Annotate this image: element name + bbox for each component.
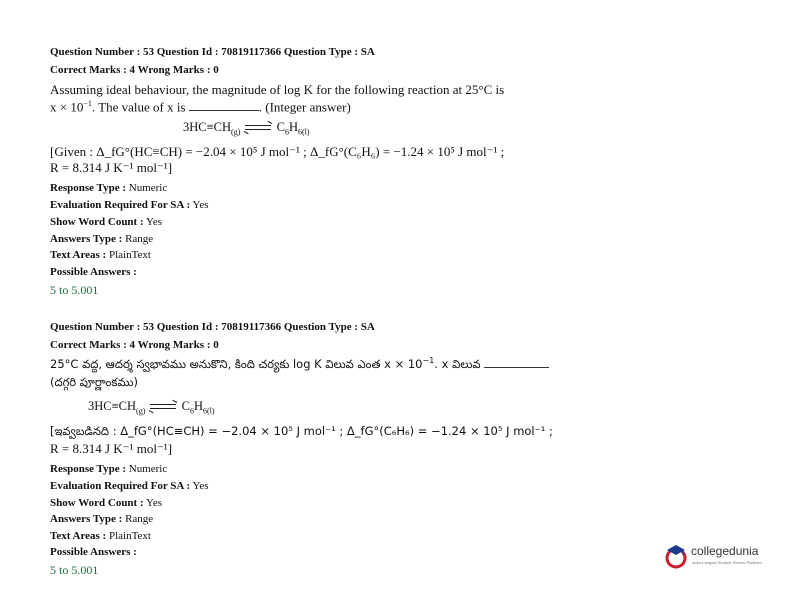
given-data-line: [ఇవ్వబడినది : Δ_fG°(HC≡CH) = −2.04 × 10⁵ J mol⁻¹ ; Δ_fG°(C₆H₆) = −1.24 × 10⁵ J mol⁻¹ ; — [50, 424, 553, 438]
text-fragment: 25°C వద్ద, ఆదర్శ స్వభావము అనుకొని, కింది చర్యకు log K విలువ ఎంత x × 10 — [50, 356, 423, 371]
meta-row — [50, 216, 162, 228]
meta-row — [50, 182, 167, 194]
meta-key: Possible Answers : — [50, 546, 137, 558]
possible-answer: 5 to 5.001 — [50, 283, 99, 297]
possible-answer: 5 to 5.001 — [50, 563, 99, 577]
graduation-cap-icon — [664, 543, 688, 569]
meta-value: Yes — [192, 199, 209, 211]
subscript: 6 — [284, 127, 289, 137]
question-block-1 — [50, 46, 750, 306]
meta-value: Yes — [192, 480, 209, 492]
meta-row — [50, 480, 209, 492]
meta-key: Show Word Count : — [50, 497, 144, 509]
meta-value: Numeric — [128, 463, 168, 475]
marks-line: Correct Marks : 4 Wrong Marks : 0 — [50, 339, 219, 351]
collegedunia-logo — [664, 541, 764, 575]
subscript: 6 — [189, 406, 194, 416]
state-subscript: 6(l) — [297, 127, 310, 137]
product: H — [288, 120, 298, 134]
meta-value: Yes — [145, 216, 162, 228]
question-text-line — [50, 356, 549, 374]
state-subscript: (g) — [231, 127, 241, 137]
exponent: −1 — [422, 356, 435, 365]
meta-value: Range — [125, 233, 154, 245]
meta-value: Range — [125, 513, 154, 525]
given-data-line: R = 8.314 J K⁻¹ mol⁻¹] — [50, 160, 173, 175]
meta-row — [50, 266, 137, 278]
question-text-line — [50, 99, 351, 115]
question-header: Question Number : 53 Question Id : 70819117366 Question Type : SA — [50, 46, 375, 58]
meta-key: Answers Type : — [50, 233, 123, 245]
meta-value: Numeric — [128, 182, 168, 194]
meta-key: Text Areas : — [50, 530, 107, 542]
meta-key: Evaluation Required For SA : — [50, 480, 191, 492]
meta-row — [50, 546, 137, 558]
meta-row — [50, 249, 151, 261]
reactant: 3HC≡CH — [88, 399, 137, 413]
question-header: Question Number : 53 Question Id : 70819117366 Question Type : SA — [50, 321, 375, 333]
given-data-line: [Given : Δ_fG°(HC≡CH) = −2.04 × 10⁵ J mol⁻¹ ; Δ_fG°(C₆H₆) = −1.24 × 10⁵ J mol⁻¹ ; — [50, 144, 505, 159]
meta-key: Response Type : — [50, 182, 126, 194]
state-subscript: 6(l) — [202, 406, 215, 416]
meta-key: Response Type : — [50, 463, 126, 475]
meta-row — [50, 497, 162, 509]
meta-row — [50, 199, 209, 211]
equilibrium-arrow-icon — [243, 123, 273, 133]
answer-blank — [189, 100, 259, 111]
given-data-line: R = 8.314 J K⁻¹ mol⁻¹] — [50, 441, 173, 456]
product: C — [276, 120, 285, 134]
meta-key: Text Areas : — [50, 249, 107, 261]
meta-key: Evaluation Required For SA : — [50, 199, 191, 211]
state-subscript: (g) — [136, 406, 146, 416]
product: C — [181, 399, 190, 413]
question-block-2 — [50, 321, 750, 591]
meta-row — [50, 463, 167, 475]
answer-blank — [484, 357, 549, 368]
equilibrium-arrow-icon — [148, 402, 178, 412]
exponent: −1 — [83, 99, 92, 108]
meta-key: Possible Answers : — [50, 266, 137, 278]
text-fragment: . (Integer answer) — [258, 99, 351, 115]
text-fragment: . x విలువ — [434, 356, 481, 371]
text-fragment: . The value of x is — [91, 99, 186, 115]
question-text-line: (దగ్గరి పూర్ణాంకము) — [50, 375, 138, 389]
question-text-line: Assuming ideal behaviour, the magnitude of log K for the following reaction at 25°C is — [50, 82, 505, 97]
logo-tagline: India's largest Student Review Platform — [692, 560, 762, 565]
meta-row — [50, 530, 151, 542]
reaction-equation — [88, 399, 215, 416]
logo-name: collegedunia — [691, 544, 759, 558]
product: H — [193, 399, 203, 413]
meta-value: PlainText — [108, 249, 151, 261]
meta-key: Answers Type : — [50, 513, 123, 525]
meta-key: Show Word Count : — [50, 216, 144, 228]
meta-row — [50, 513, 153, 525]
reactant: 3HC≡CH — [183, 120, 232, 134]
reaction-equation — [183, 120, 310, 137]
marks-line: Correct Marks : 4 Wrong Marks : 0 — [50, 64, 219, 76]
meta-value: Yes — [145, 497, 162, 509]
expression: x × 10 — [50, 99, 84, 115]
meta-row — [50, 233, 153, 245]
meta-value: PlainText — [108, 530, 151, 542]
